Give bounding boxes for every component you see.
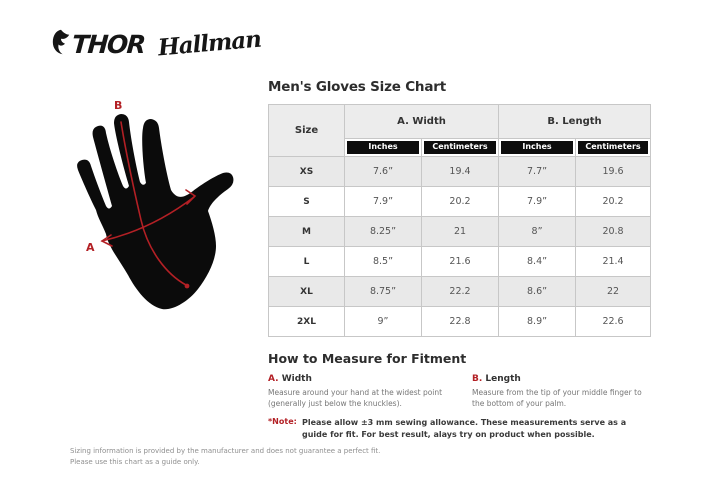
width-word: Width <box>281 374 312 384</box>
thor-helmet-icon <box>52 27 70 57</box>
length-cm-cell: 21.4 <box>576 247 651 277</box>
col-header-length: B. Length <box>499 105 651 139</box>
length-prefix: B. <box>472 374 483 384</box>
note-label: *Note: <box>268 417 297 426</box>
table-row-m <box>269 217 651 247</box>
table-row-2xl <box>269 307 651 337</box>
measure-length-text: Measure from the tip of your middle finger to the bottom of your palm. <box>472 388 642 409</box>
sizing-note <box>268 417 654 442</box>
measure-section-title: How to Measure for Fitment <box>268 351 467 366</box>
hallman-logo: Hallman <box>157 25 263 62</box>
size-cell: 2XL <box>269 307 345 337</box>
size-cell: M <box>269 217 345 247</box>
width-cm-cell: 21.6 <box>422 247 499 277</box>
col-header-size: Size <box>269 105 345 157</box>
brand-logos <box>52 25 263 62</box>
width-in-cell: 8.25” <box>345 217 422 247</box>
measure-width-block <box>268 374 454 410</box>
width-cm-cell: 20.2 <box>422 187 499 217</box>
table-row-xs <box>269 157 651 187</box>
length-in-cell: 8” <box>499 217 576 247</box>
width-prefix: A. <box>268 374 279 384</box>
disclaimer-line-1: Sizing information is provided by the manufacturer and does not guarantee a perfect fit. <box>70 447 381 455</box>
thor-logo <box>52 27 144 57</box>
length-line-endpoint-dot <box>185 284 190 289</box>
length-cm-cell: 22 <box>576 277 651 307</box>
measure-width-label <box>268 374 454 384</box>
length-word: Length <box>485 374 521 384</box>
width-in-cell: 7.6” <box>345 157 422 187</box>
note-text: Please allow ±3 mm sewing allowance. These measurements serve as a guide for fit. For best result, alays try on product when possible. <box>302 418 627 440</box>
width-in-cell: 9” <box>345 307 422 337</box>
size-chart-table <box>268 104 651 337</box>
subheader-width-inches: Inches <box>345 139 422 157</box>
col-header-width: A. Width <box>345 105 499 139</box>
length-in-cell: 7.9” <box>499 187 576 217</box>
size-cell: S <box>269 187 345 217</box>
thor-wordmark: THOR <box>70 30 146 59</box>
length-in-cell: 8.4” <box>499 247 576 277</box>
length-in-cell: 7.7” <box>499 157 576 187</box>
label-b: B <box>114 99 123 112</box>
width-cm-cell: 22.8 <box>422 307 499 337</box>
table-row-l <box>269 247 651 277</box>
table-row-xl <box>269 277 651 307</box>
length-cm-cell: 19.6 <box>576 157 651 187</box>
width-in-cell: 8.75” <box>345 277 422 307</box>
measure-instructions <box>268 374 652 410</box>
size-cell: L <box>269 247 345 277</box>
width-cm-cell: 22.2 <box>422 277 499 307</box>
length-cm-cell: 20.2 <box>576 187 651 217</box>
length-in-cell: 8.6” <box>499 277 576 307</box>
measure-length-block <box>472 374 652 410</box>
manufacturer-disclaimer <box>70 446 380 468</box>
width-in-cell: 8.5” <box>345 247 422 277</box>
size-chart-title: Men's Gloves Size Chart <box>268 79 446 95</box>
label-a: A <box>86 241 95 254</box>
measure-width-text: Measure around your hand at the widest point (generally just below the knuckles). <box>268 388 443 409</box>
table-row-s <box>269 187 651 217</box>
subheader-length-centimeters: Centimeters <box>576 139 651 157</box>
size-cell: XS <box>269 157 345 187</box>
glove-measurement-diagram <box>60 78 270 338</box>
width-in-cell: 7.9” <box>345 187 422 217</box>
disclaimer-line-2: Please use this chart as a guide only. <box>70 458 200 467</box>
length-cm-cell: 20.8 <box>576 217 651 247</box>
hand-silhouette <box>77 114 233 309</box>
length-cm-cell: 22.6 <box>576 307 651 337</box>
measure-length-label <box>472 374 652 384</box>
subheader-width-centimeters: Centimeters <box>422 139 499 157</box>
glove-silhouette-graphic <box>60 78 270 338</box>
size-cell: XL <box>269 277 345 307</box>
width-cm-cell: 21 <box>422 217 499 247</box>
subheader-length-inches: Inches <box>499 139 576 157</box>
length-in-cell: 8.9” <box>499 307 576 337</box>
width-cm-cell: 19.4 <box>422 157 499 187</box>
